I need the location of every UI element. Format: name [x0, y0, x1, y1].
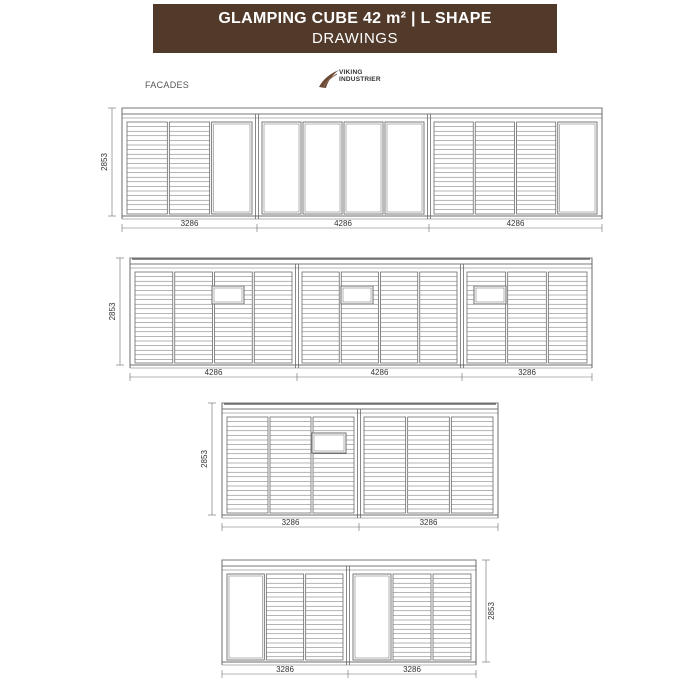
- glass-door-inner: [305, 124, 340, 212]
- title-sub: DRAWINGS: [312, 30, 398, 47]
- glass-door-inner: [214, 124, 250, 212]
- window: [341, 286, 373, 304]
- glass-door: [303, 122, 342, 214]
- width-label: 3286: [419, 518, 438, 527]
- glass-door-inner: [560, 124, 595, 212]
- width-label: 3286: [403, 665, 421, 674]
- louver-panel: [433, 574, 471, 660]
- height-label: 2853: [487, 602, 496, 620]
- width-label: 4286: [506, 219, 525, 228]
- facade-1: [100, 108, 602, 232]
- louver-panel: [306, 574, 343, 660]
- facade-4: [222, 560, 496, 678]
- louver-panel: [451, 417, 493, 513]
- width-label: 3286: [281, 518, 300, 527]
- logo-line1: VIKING: [339, 69, 363, 76]
- height-label: 2853: [108, 302, 117, 321]
- glass-door: [385, 122, 424, 214]
- width-label: 3286: [276, 665, 294, 674]
- logo-line2: INDUSTRIER: [339, 76, 381, 83]
- glass-door-inner: [387, 124, 422, 212]
- roof-fascia: [222, 560, 476, 566]
- window: [312, 433, 346, 453]
- roof-fascia: [122, 108, 602, 114]
- facade-2: [108, 258, 592, 381]
- section-label: FACADES: [145, 80, 190, 90]
- louver-panel: [227, 417, 268, 513]
- louver-panel: [270, 417, 311, 513]
- glass-door-inner: [355, 576, 389, 658]
- louver-panel: [266, 574, 303, 660]
- facade-3: [200, 403, 498, 531]
- width-label: 3286: [518, 368, 536, 377]
- louver-panel: [408, 417, 450, 513]
- window: [212, 286, 244, 304]
- glass-door-inner: [264, 124, 299, 212]
- louver-panel: [393, 574, 431, 660]
- louver-panel: [313, 417, 354, 513]
- glass-door-inner: [346, 124, 381, 212]
- width-label: 4286: [334, 219, 352, 228]
- glass-door-inner: [229, 576, 262, 658]
- glass-door: [227, 574, 264, 660]
- glass-door: [353, 574, 391, 660]
- width-label: 3286: [180, 219, 199, 228]
- height-label: 2853: [100, 153, 109, 171]
- glass-door: [558, 122, 597, 214]
- louver-panel: [364, 417, 406, 513]
- glass-door: [344, 122, 383, 214]
- width-label: 4286: [370, 368, 389, 377]
- title-main: GLAMPING CUBE 42 m² | L SHAPE: [218, 10, 492, 27]
- width-label: 4286: [204, 368, 223, 377]
- glass-door: [262, 122, 301, 214]
- glass-door: [212, 122, 252, 214]
- window: [474, 286, 506, 304]
- height-label: 2853: [200, 450, 209, 468]
